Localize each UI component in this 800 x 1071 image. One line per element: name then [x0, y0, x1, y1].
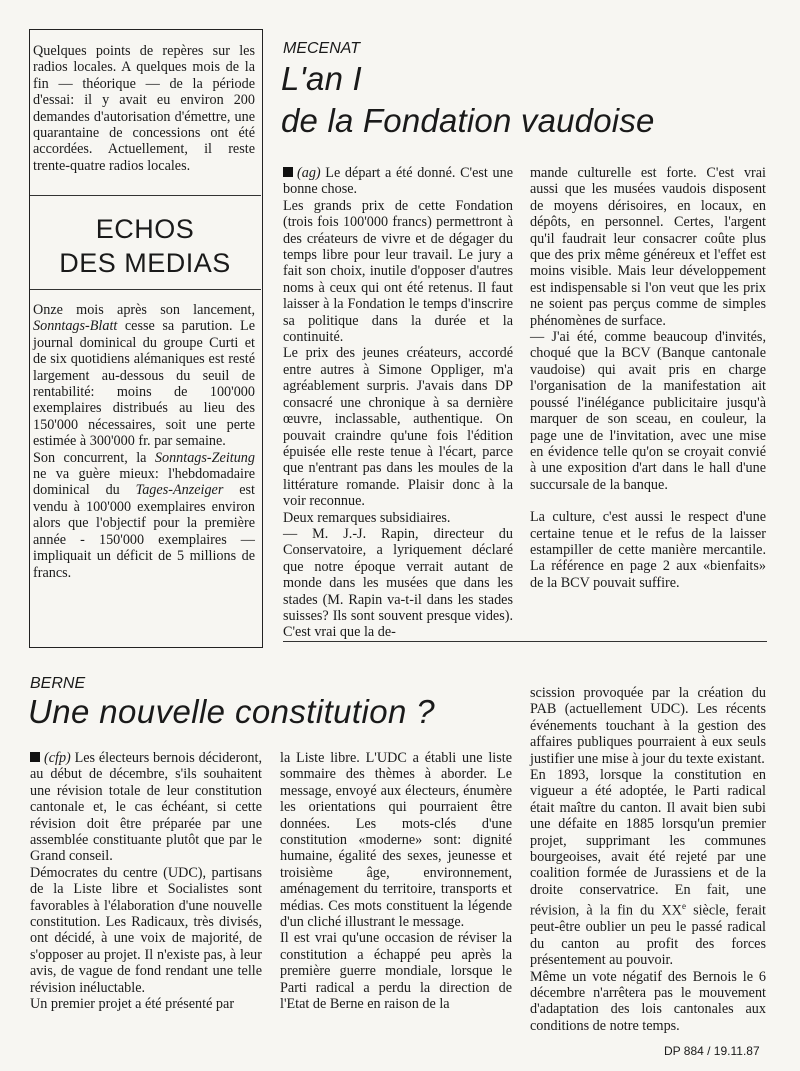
article1-paragraph: Le prix des jeunes créateurs, accordé entre autres à Simone Oppliger, m'a agréablement surpris. J'avais dans DP consacré une chronique à sa dernière œuvre, inclassable, authentique. On pouvait craindre qu'une fois l'édition épuisée elle reste tenue à l'écart, parce que n'entrant pas dans les moules de la littérature romande. Plaisir donc à la voir reconnue. [283, 345, 513, 510]
article2-column-2 [280, 750, 512, 1013]
text: Onze mois après son lancement, [33, 302, 255, 318]
text: Le départ a été donné. C'est une bonne chose. [283, 165, 513, 198]
sidebar-paragraph-1 [33, 302, 255, 450]
article1-paragraph: mande culturelle est forte. C'est vrai aussi que les musées vaudois disposent de moyens dérisoires, en locaux, en dépôts, en personnel. Certes, l'argent qu'il faudrait leur consacrer coûte plus que des prix même généreux et l'effet est moins visible. Mais leur développement est indispensable si l'on veut que les prix ne soient pas perçus comme de simples phénomènes de surface. [530, 165, 766, 329]
text: ne va guère mieux: l'hebdomadaire dominical du [33, 466, 255, 499]
publication-name: Sonntags-Blatt [33, 318, 118, 335]
article2-paragraph: Un premier projet a été présenté par [30, 996, 235, 1013]
article1-paragraph: La culture, c'est aussi le respect d'une certaine tenue et le refus de la laisser estampiller de cette manière mercantile. La référence en page 2 aux «bienfaits» de la BCV pouvait suffire. [530, 509, 766, 591]
text: cesse sa parution. Le journal dominical du groupe Curti et de six quotidiens alémaniques est resté largement au-dessous du seuil de rentabilité: moins de 100'000 exemplaires distribués au lieu des 150'000 nécessaires, soit une perte estimée à 300'000 fr. par semaine. [33, 318, 255, 450]
sidebar-intro: Quelques points de repères sur les radios locales. A quelques mois de la fin — théorique — de la période d'essai: il y avait eu environ 200 demandes d'autorisation d'émettre, une quarantaine de concessions ont été accordées. Actuellement, il reste trente-quatre radios locales. [33, 43, 255, 174]
article2-paragraph: Démocrates du centre (UDC), partisans de la Liste libre et Socialistes sont favorables à l'élaboration d'une nouvelle constitution. Les Radicaux, très divisés, ont décidé, à une voix de majorité, de s'opposer au projet. Il n'existe pas, à leur avis, de vague de fond rendant une telle révision inéluctable. [30, 864, 262, 996]
article1-paragraph: Deux remarques subsidiaires. [283, 509, 451, 526]
article1-paragraph: Les grands prix de cette Fondation (trois fois 100'000 francs) permettront à des créateurs de vivre et de dégager du temps libre pour leur travail. Le jury a fait son choix, inutile d'opposer d'autres noms à ceux qui ont été retenus. Il faut laisser à la Fondation le temps d'inscrire sa politique dans la durée et la continuité. [283, 197, 513, 346]
article1-column-2 [530, 165, 766, 591]
publication-name: Sonntags-Zeitung [154, 449, 255, 466]
sidebar-divider-top [30, 195, 261, 196]
article1-paragraph: — J'ai été, comme beaucoup d'invités, choqué que la BCV (Banque cantonale vaudoise) qui avait pris en charge l'organisation de la manifestation ait poussé l'inélégance publicitaire jusqu'à marquer de son sceau, en couleur, la page une de l'invitation, avec une mise en évidence telle qu'on se croyait convié à une exposition d'art dans le hall d'une succursale de la banque. [530, 329, 766, 493]
square-bullet-icon [283, 167, 293, 177]
article1-paragraph: — M. J.-J. Rapin, directeur du Conservatoire, a lyriquement déclaré que notre époque verrait autant de monde dans les musées que dans les stades (M. Rapin va-t-il dans les stades suisses? Ils sont souvent presque vides). C'est vrai que la de- [283, 525, 513, 641]
article2-lead [30, 750, 262, 865]
issue-footer: DP 884 / 19.11.87 [664, 1044, 760, 1058]
sidebar-body [33, 302, 255, 581]
article1-kicker: MECENAT [283, 40, 361, 57]
section-separator [283, 641, 767, 642]
sidebar-divider-bottom [30, 289, 261, 290]
article2-paragraph: la Liste libre. L'UDC a établi une liste sommaire des thèmes à aborder. Le message, envoyé aux électeurs, énumère les orientations qui pourraient être données. Les mots-clés d'une constitution «moderne» sont: dignité humaine, égalité des sexes, jeunesse et troisième âge, environnement, aménagement du territoire, transports et médias. Ces mots constituent la légende d'un cliché illustrant le message. [280, 750, 512, 931]
text: Son concurrent, la [33, 449, 155, 466]
article1-headline [281, 58, 655, 142]
article2-kicker: BERNE [30, 675, 86, 692]
square-bullet-icon [30, 752, 40, 762]
sidebar-title-line1: ECHOS [95, 214, 195, 244]
byline: (cfp) [44, 750, 71, 766]
article1-lead [283, 165, 513, 198]
article2-column-3 [530, 685, 766, 1034]
superscript: e [681, 901, 686, 912]
article2-column-1 [30, 750, 262, 1013]
article2-paragraph: scission provoquée par la création du PAB (actuellement UDC). Les récents événements touchant à la gestion des affaires publiques pourraient à eux seuls justifier une mise à jour du texte existant. [530, 685, 766, 767]
article1-column-1 [283, 165, 513, 641]
article1-headline-line2: de la Fondation vaudoise [281, 102, 655, 139]
sidebar-paragraph-2 [33, 450, 255, 581]
article2-paragraph [530, 767, 766, 969]
article2-headline: Une nouvelle constitution ? [28, 693, 436, 730]
article1-headline-line1: L'an I [281, 60, 362, 97]
article2-paragraph: Il est vrai qu'une occasion de réviser la constitution a échappé peu après la première guerre mondiale, lorsque le Parti radical a perdu la direction de l'Etat de Berne en raison de la [280, 930, 512, 1013]
sidebar-title [30, 212, 260, 280]
text: En 1893, lorsque la constitution en vigueur a été adoptée, le Parti radical était maître du canton. Il avait bien subi une défaite en 1885 lorsqu'un premier projet, supprimant les communes bourgeoises, avait été rejeté par une coalition formée de Jurassiens et de la droite conservatrice. En fait, une révision, à la fin du XX [530, 767, 766, 920]
text: siècle, ferait peut-être oublier un peu le passé radical du canton au profit des forces présentement au pouvoir. [530, 903, 766, 969]
text: Les électeurs bernois décideront, au début de décembre, s'ils souhaitent une révision totale de leur constitution cantonale et, le cas échéant, si cette révision doit être préparée par une assemblée constituante plutôt que par le Grand conseil. [30, 750, 262, 865]
article2-paragraph: Même un vote négatif des Bernois le 6 décembre n'arrêtera pas le mouvement d'adaptation des lois cantonales aux conditions de notre temps. [530, 968, 766, 1034]
publication-name: Tages-Anzeiger [135, 482, 224, 499]
text: est vendu à 100'000 exemplaires environ alors que l'objectif pour la première année - 150'000 exemplaires — impliquait un déficit de 5 millions de francs. [33, 482, 255, 581]
byline: (ag) [297, 165, 321, 181]
sidebar-title-line2: DES MEDIAS [59, 248, 231, 278]
